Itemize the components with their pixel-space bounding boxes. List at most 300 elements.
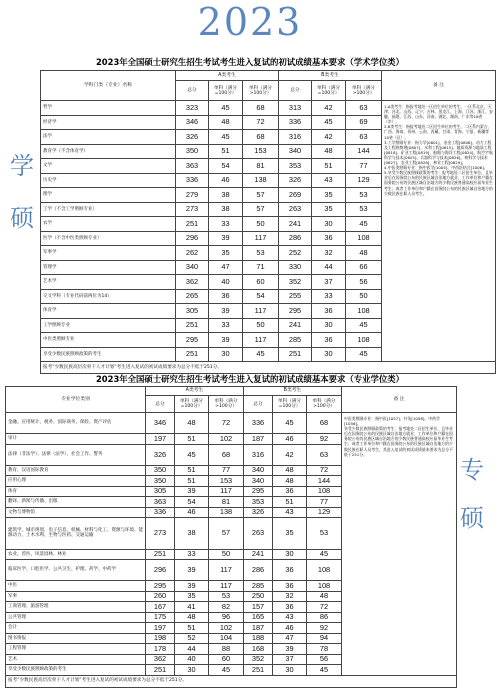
header-zone-a: A类考生: [146, 387, 244, 396]
score-zone-a-single-100: 40: [175, 654, 209, 665]
score-zone-b-single-100: 46: [273, 623, 307, 634]
subject-name: 哲学: [41, 101, 176, 116]
score-zone-b-total: 263: [244, 518, 273, 550]
score-zone-a-single-100: 51: [175, 476, 209, 487]
score-zone-a-total: 251: [176, 217, 209, 232]
score-zone-b-total: 352: [279, 275, 312, 290]
score-zone-b-total: 340: [279, 144, 312, 159]
score-zone-b-total: 326: [279, 173, 312, 188]
score-zone-b-single-gt100: 108: [307, 560, 342, 581]
score-zone-b-total: 255: [279, 289, 312, 304]
score-zone-b-single-100: 48: [312, 144, 346, 159]
subject-name: 体育: [6, 486, 146, 497]
header-single-100: 单科（满分=100分）: [273, 396, 307, 413]
header-single-100: 单科（满分=100分）: [175, 396, 209, 413]
score-zone-a-single-gt100: 153: [243, 144, 279, 159]
subject-name: 军事: [6, 591, 146, 602]
score-zone-b-single-gt100: 63: [307, 444, 342, 465]
subject-name: 法学: [41, 130, 176, 145]
score-zone-b-single-100: 36: [312, 231, 346, 246]
score-zone-a-single-gt100: 68: [243, 101, 279, 116]
year-heading: 2023: [197, 0, 303, 44]
score-zone-a-single-100: 39: [209, 333, 243, 348]
footnote-row: [41, 362, 496, 374]
score-zone-b-total: 241: [279, 318, 312, 333]
subject-name: 审计: [6, 434, 146, 445]
score-zone-b-single-gt100: 63: [346, 101, 382, 116]
score-zone-b-single-gt100: 144: [346, 144, 382, 159]
subject-name: 工程管理: [6, 644, 146, 655]
subject-name: 文学: [41, 159, 176, 174]
score-zone-a-total: 336: [146, 507, 175, 518]
score-zone-b-single-100: 43: [312, 173, 346, 188]
score-zone-b-single-100: 32: [312, 246, 346, 261]
score-zone-a-total: 323: [176, 101, 209, 116]
score-zone-a-total: 273: [146, 518, 175, 550]
score-zone-b-single-100: 48: [273, 476, 307, 487]
score-zone-a-single-gt100: 81: [209, 497, 244, 508]
score-zone-a-single-gt100: 88: [209, 644, 244, 655]
score-zone-b-total: 263: [279, 202, 312, 217]
score-zone-b-single-100: 32: [273, 591, 307, 602]
score-zone-a-single-gt100: 117: [243, 231, 279, 246]
header-single-100: 单科（满分=100分）: [209, 81, 243, 101]
score-zone-a-single-gt100: 57: [209, 518, 244, 550]
score-zone-a-total: 296: [146, 560, 175, 581]
score-zone-a-single-100: 41: [175, 602, 209, 613]
score-zone-a-total: 295: [176, 333, 209, 348]
score-zone-b-total: 165: [244, 612, 273, 623]
score-zone-a-single-100: 51: [175, 434, 209, 445]
remark-text: 中医类照顾专业：指中医[1057]、针灸[1058]、中药学[1056]。 享受少数民族照顾政策的考生：报考地处二区招生单位，且毕业后在国务院公布的民族区域自治地方就业，工作单位和户籍在国务院公布的民族区域自治地方的少数民族普通高校应届毕业生考生；或者工作单位和户籍在国务院公布的民族区域自治地方的少数民族在职人员考生，其进入复试的初试成绩基本要求为总分不低于251分。: [344, 416, 453, 457]
score-zone-a-single-gt100: 45: [243, 347, 279, 362]
score-zone-b-single-100: 37: [312, 275, 346, 290]
score-zone-b-single-gt100: 48: [307, 591, 342, 602]
subject-name: 工商管理、旅游管理: [6, 602, 146, 613]
subject-name: 管理学: [41, 260, 176, 275]
score-zone-b-total: 316: [244, 444, 273, 465]
subject-name: 农学: [41, 217, 176, 232]
score-zone-b-single-100: 42: [312, 130, 346, 145]
score-zone-b-total: 269: [279, 188, 312, 203]
side-char: 学: [10, 152, 34, 180]
score-zone-a-total: 350: [176, 144, 209, 159]
score-zone-b-total: 340: [244, 465, 273, 476]
score-zone-b-single-100: 36: [273, 602, 307, 613]
score-zone-b-single-gt100: 129: [346, 173, 382, 188]
subject-name: 教育、汉语国际教育: [6, 465, 146, 476]
score-zone-b-total: 352: [244, 654, 273, 665]
score-zone-b-single-gt100: 72: [307, 465, 342, 476]
score-zone-a-single-100: 48: [175, 612, 209, 623]
score-zone-a-single-gt100: 50: [243, 217, 279, 232]
score-zone-b-single-100: 45: [273, 413, 307, 434]
score-zone-b-single-gt100: 108: [346, 304, 382, 319]
score-zone-a-single-gt100: 68: [243, 130, 279, 145]
score-zone-b-single-gt100: 48: [346, 246, 382, 261]
score-zone-a-single-100: 35: [175, 591, 209, 602]
score-zone-b-total: 316: [279, 130, 312, 145]
score-zone-a-total: 362: [176, 275, 209, 290]
subject-name: 临床医学、口腔医学、公共卫生、护理、药学、中药学: [6, 560, 146, 581]
score-zone-a-single-100: 46: [175, 507, 209, 518]
header-total: 总分: [146, 396, 175, 413]
score-zone-a-single-100: 44: [175, 644, 209, 655]
score-zone-b-single-100: 51: [312, 159, 346, 174]
academic-score-table: [40, 70, 496, 374]
score-zone-b-single-100: 30: [312, 217, 346, 232]
score-zone-b-total: 241: [279, 217, 312, 232]
score-zone-a-single-100: 54: [209, 159, 243, 174]
score-zone-a-total: 305: [176, 304, 209, 319]
score-zone-a-total: 197: [146, 434, 175, 445]
subject-name: 享受少数民族照顾政策的考生: [41, 347, 176, 362]
remark-text: 1.A类考生：指报考地处一区招生单位的考生。一区系北京、天津、河北、山西、辽宁、吉林、黑龙江、上海、江苏、浙江、安徽、福建、江西、山东、河南、湖北、湖南、广东等18省（市）。 2.B类考生：指报考地处二区招生单位的考生。二区系内蒙古、广西、海南、贵州、云南、西藏、甘肃、青海、宁夏、新疆等10省（区）。 3.工学照顾专业：指力学[0801]、冶金工程[0806]、动力工程及工程热物理[0807]、水利工程[0815]、地质资源与地质工程[0818]、矿业工程[0819]、船舶与海洋工程[0824]、航空宇航科学与技术[0825]、兵器科学与技术[0826]、核科学与技术[0827]、农业工程[0828]、林业工程[0829]。 4.中医类照顾专业：指中医学[1005]、中西医结合[1006]。 5.享受少数民族照顾政策的考生：报考地处二区招生单位，且毕业后在国务院公布的民族区域自治地方就业，工作单位和户籍在国务院公布的民族区域自治地方的少数民族普通高校应届毕业生考生；或者工作单位和户籍在国务院公布的民族区域自治地方的少数民族在职人员考生。: [384, 104, 493, 196]
side-char: 硕: [460, 504, 484, 532]
header-zone-b: B类考生: [279, 71, 382, 81]
score-zone-b-single-100: 35: [312, 202, 346, 217]
score-zone-a-single-100: 51: [209, 144, 243, 159]
professional-score-table: [5, 386, 457, 688]
score-zone-a-single-100: 46: [209, 173, 243, 188]
score-zone-a-total: 350: [146, 465, 175, 476]
side-label-professional: [460, 456, 484, 532]
score-zone-a-total: 260: [146, 591, 175, 602]
header-zone-b: B类考生: [244, 387, 342, 396]
score-zone-a-single-gt100: 117: [209, 560, 244, 581]
side-label-academic: [10, 152, 34, 232]
header-single-gt100: 单科（满分>100分）: [243, 81, 279, 101]
score-zone-a-single-gt100: 117: [209, 581, 244, 592]
score-zone-a-single-gt100: 60: [243, 275, 279, 290]
score-zone-a-single-gt100: 77: [209, 465, 244, 476]
score-zone-a-single-100: 38: [175, 518, 209, 550]
score-zone-a-total: 178: [146, 644, 175, 655]
score-zone-a-total: 326: [146, 444, 175, 465]
header-subject: 专业学位类别: [6, 387, 146, 413]
score-zone-b-total: 330: [279, 260, 312, 275]
score-zone-a-total: 251: [176, 318, 209, 333]
subject-name: 理学: [41, 188, 176, 203]
subject-name: 图书情报: [6, 633, 146, 644]
score-zone-b-single-gt100: 53: [346, 202, 382, 217]
score-zone-b-single-100: 36: [273, 581, 307, 592]
subject-name: 教育学（不含体育学）: [41, 144, 176, 159]
score-zone-a-single-gt100: 53: [243, 246, 279, 261]
score-zone-b-single-100: 44: [312, 260, 346, 275]
score-zone-a-single-gt100: 57: [243, 202, 279, 217]
score-zone-b-single-gt100: 50: [346, 289, 382, 304]
score-zone-a-single-100: 30: [209, 347, 243, 362]
score-zone-a-total: 273: [176, 202, 209, 217]
score-zone-a-total: 175: [146, 612, 175, 623]
score-zone-b-single-gt100: 86: [307, 612, 342, 623]
score-zone-a-total: 251: [146, 665, 175, 676]
score-zone-a-single-gt100: 104: [209, 633, 244, 644]
score-zone-a-total: 262: [176, 246, 209, 261]
score-zone-a-single-100: 38: [209, 188, 243, 203]
header-single-gt100: 单科（满分>100分）: [209, 396, 244, 413]
score-zone-a-total: 296: [176, 231, 209, 246]
score-zone-b-total: 340: [244, 476, 273, 487]
score-zone-b-single-gt100: 45: [307, 665, 342, 676]
score-zone-b-single-100: 42: [273, 444, 307, 465]
score-zone-a-single-gt100: 117: [243, 304, 279, 319]
score-zone-b-total: 285: [279, 333, 312, 348]
score-zone-a-single-gt100: 60: [209, 654, 244, 665]
footnote: 报考“少数民族高层次骨干人才计划”考生进入复试的初试成绩要求为总分不低于251分。: [6, 675, 457, 687]
score-zone-a-single-gt100: 53: [209, 591, 244, 602]
score-zone-b-single-100: 43: [273, 507, 307, 518]
score-zone-a-single-gt100: 153: [209, 476, 244, 487]
score-zone-b-single-gt100: 56: [307, 654, 342, 665]
score-zone-a-single-gt100: 72: [209, 413, 244, 434]
score-zone-a-single-gt100: 102: [209, 623, 244, 634]
score-zone-b-single-gt100: 129: [307, 507, 342, 518]
score-zone-a-single-100: 52: [175, 633, 209, 644]
score-zone-b-total: 326: [244, 507, 273, 518]
score-zone-b-single-100: 30: [312, 347, 346, 362]
score-zone-a-single-100: 33: [209, 217, 243, 232]
score-zone-b-single-gt100: 45: [346, 347, 382, 362]
score-zone-b-single-100: 47: [273, 633, 307, 644]
academic-title: 2023年全国硕士研究生招生考试考生进入复试的初试成绩基本要求（学术学位类）: [95, 57, 405, 67]
score-zone-a-single-gt100: 50: [209, 549, 244, 560]
subject-name: 体育学: [41, 304, 176, 319]
subject-name: 交叉学科（专业代码前两位为14）: [41, 289, 176, 304]
footnote-row: [6, 675, 457, 687]
score-zone-b-single-100: 36: [312, 333, 346, 348]
score-zone-a-single-100: 40: [209, 275, 243, 290]
score-zone-a-total: 295: [146, 581, 175, 592]
score-zone-a-single-gt100: 138: [209, 507, 244, 518]
subject-name: 中医类照顾专业: [41, 333, 176, 348]
score-zone-b-single-gt100: 69: [346, 115, 382, 130]
score-zone-b-total: 188: [244, 633, 273, 644]
score-zone-b-total: 187: [244, 434, 273, 445]
remark-cell: [342, 413, 457, 676]
score-zone-a-total: 340: [176, 260, 209, 275]
score-zone-b-total: 286: [279, 231, 312, 246]
score-zone-a-single-100: 30: [175, 665, 209, 676]
score-zone-a-single-gt100: 54: [243, 289, 279, 304]
score-zone-a-total: 346: [146, 413, 175, 434]
score-zone-a-total: 336: [176, 173, 209, 188]
score-zone-b-total: 252: [279, 246, 312, 261]
score-zone-a-single-100: 39: [209, 231, 243, 246]
subject-name: 农业、兽医、风景园林、林业: [6, 549, 146, 560]
score-zone-a-single-gt100: 96: [209, 612, 244, 623]
score-zone-b-total: 295: [244, 486, 273, 497]
score-zone-a-single-100: 39: [175, 560, 209, 581]
score-zone-a-single-100: 39: [209, 304, 243, 319]
score-zone-a-single-100: 54: [175, 497, 209, 508]
score-zone-a-single-gt100: 102: [209, 434, 244, 445]
score-zone-b-total: 353: [244, 497, 273, 508]
table-row: [41, 101, 496, 116]
score-zone-b-total: 168: [244, 644, 273, 655]
score-zone-b-single-100: 36: [312, 304, 346, 319]
score-zone-b-total: 241: [244, 549, 273, 560]
score-zone-b-single-gt100: 45: [346, 217, 382, 232]
score-zone-b-single-gt100: 77: [346, 159, 382, 174]
score-zone-a-total: 326: [176, 130, 209, 145]
score-zone-b-single-gt100: 66: [346, 260, 382, 275]
subject-name: 享受少数民族照顾政策的考生: [6, 665, 146, 676]
score-zone-a-single-100: 35: [209, 246, 243, 261]
subject-name: 历史学: [41, 173, 176, 188]
score-zone-b-single-gt100: 72: [307, 602, 342, 613]
header-total: 总分: [244, 396, 273, 413]
score-zone-a-single-100: 48: [175, 413, 209, 434]
score-zone-a-single-gt100: 82: [209, 602, 244, 613]
score-zone-b-single-100: 30: [273, 549, 307, 560]
score-zone-b-single-100: 33: [312, 289, 346, 304]
professional-title: 2023年全国硕士研究生招生考试考生进入复试的初试成绩基本要求（专业学位类）: [95, 374, 405, 384]
score-zone-b-total: 336: [279, 115, 312, 130]
footnote: 报考“少数民族高层次骨干人才计划”考生进入复试的初试成绩要求为总分不低于251分。: [41, 362, 496, 374]
score-zone-b-single-100: 36: [273, 486, 307, 497]
score-zone-b-single-gt100: 53: [346, 188, 382, 203]
header-single-gt100: 单科（满分>100分）: [307, 396, 342, 413]
score-zone-b-total: 336: [244, 413, 273, 434]
score-zone-b-single-gt100: 108: [346, 231, 382, 246]
score-zone-b-total: 157: [244, 602, 273, 613]
score-zone-a-single-gt100: 138: [243, 173, 279, 188]
subject-name: 建筑学、城市规划、电子信息、机械、材料与化工、资源与环境、能源动力、土木水利、生物与医药、交通运输: [6, 518, 146, 550]
side-char: 专: [460, 456, 484, 484]
score-zone-a-single-100: 51: [175, 465, 209, 476]
score-zone-a-single-gt100: 68: [209, 444, 244, 465]
score-zone-b-single-100: 51: [273, 497, 307, 508]
table-row: [6, 413, 457, 434]
score-zone-a-single-gt100: 81: [243, 159, 279, 174]
score-zone-b-total: 295: [279, 304, 312, 319]
score-zone-a-total: 363: [176, 159, 209, 174]
score-zone-b-single-100: 45: [312, 115, 346, 130]
side-char: 硕: [10, 204, 34, 232]
score-zone-b-total: 313: [279, 101, 312, 116]
score-zone-b-single-100: 30: [312, 318, 346, 333]
score-zone-b-single-100: 36: [273, 560, 307, 581]
subject-name: 文物与博物馆: [6, 507, 146, 518]
score-zone-b-single-gt100: 144: [307, 476, 342, 487]
score-zone-a-single-gt100: 71: [243, 260, 279, 275]
score-zone-b-total: 187: [244, 623, 273, 634]
subject-name: 应用心理: [6, 476, 146, 487]
score-zone-b-single-gt100: 56: [346, 275, 382, 290]
score-zone-a-total: 346: [176, 115, 209, 130]
score-zone-a-single-gt100: 117: [209, 486, 244, 497]
score-zone-b-total: 353: [279, 159, 312, 174]
score-zone-b-total: 285: [244, 581, 273, 592]
score-zone-b-single-gt100: 108: [307, 581, 342, 592]
score-zone-b-single-100: 42: [312, 101, 346, 116]
score-zone-a-single-gt100: 72: [243, 115, 279, 130]
header-remark: 备 注: [342, 387, 457, 413]
score-zone-a-single-100: 45: [175, 444, 209, 465]
score-zone-a-single-100: 39: [175, 581, 209, 592]
subject-name: 金融、应用统计、税务、国际商务、保险、资产评估: [6, 413, 146, 434]
subject-name: 经济学: [41, 115, 176, 130]
subject-name: 公共管理: [6, 612, 146, 623]
subject-name: 军事学: [41, 246, 176, 261]
score-zone-a-single-gt100: 117: [243, 333, 279, 348]
score-zone-b-single-gt100: 68: [307, 413, 342, 434]
subject-name: 艺术: [6, 654, 146, 665]
subject-name: 会计: [6, 623, 146, 634]
score-zone-b-single-gt100: 63: [346, 130, 382, 145]
score-zone-a-single-100: 45: [209, 130, 243, 145]
score-zone-b-single-gt100: 77: [307, 497, 342, 508]
score-zone-a-total: 305: [146, 486, 175, 497]
subject-name: 艺术学: [41, 275, 176, 290]
score-zone-a-total: 198: [146, 633, 175, 644]
score-zone-a-total: 251: [176, 347, 209, 362]
score-zone-b-single-gt100: 108: [346, 333, 382, 348]
score-zone-a-single-gt100: 45: [209, 665, 244, 676]
score-zone-b-single-100: 48: [273, 465, 307, 476]
header-single-gt100: 单科（满分>100分）: [346, 81, 382, 101]
score-zone-b-total: 251: [279, 347, 312, 362]
score-zone-b-total: 286: [244, 560, 273, 581]
score-zone-a-single-gt100: 57: [243, 188, 279, 203]
score-zone-a-single-100: 45: [209, 101, 243, 116]
score-zone-a-single-100: 33: [175, 549, 209, 560]
score-zone-b-single-100: 35: [273, 518, 307, 550]
score-zone-b-single-100: 46: [273, 434, 307, 445]
score-zone-b-single-gt100: 92: [307, 623, 342, 634]
score-zone-b-single-100: 35: [312, 188, 346, 203]
score-zone-b-single-gt100: 45: [307, 549, 342, 560]
score-zone-a-single-100: 51: [175, 623, 209, 634]
score-zone-a-total: 197: [146, 623, 175, 634]
score-zone-b-single-100: 43: [273, 612, 307, 623]
score-zone-a-total: 362: [146, 654, 175, 665]
score-zone-b-single-gt100: 53: [307, 518, 342, 550]
score-zone-b-single-100: 37: [273, 654, 307, 665]
subject-name: 工学（不含工学照顾专业）: [41, 202, 176, 217]
score-zone-a-single-100: 33: [209, 318, 243, 333]
score-zone-a-total: 350: [146, 476, 175, 487]
score-zone-b-total: 250: [244, 591, 273, 602]
score-zone-a-single-gt100: 50: [243, 318, 279, 333]
score-zone-b-single-gt100: 108: [307, 486, 342, 497]
header-remark: 备 注: [382, 71, 496, 101]
score-zone-b-single-gt100: 45: [346, 318, 382, 333]
subject-name: 翻译、新闻与传播、出版: [6, 497, 146, 508]
score-zone-a-single-100: 48: [209, 115, 243, 130]
score-zone-b-single-gt100: 78: [307, 644, 342, 655]
header-zone-a: A类考生: [176, 71, 279, 81]
score-zone-a-single-100: 36: [209, 289, 243, 304]
subject-name: 中医: [6, 581, 146, 592]
header-total: 总分: [176, 81, 209, 101]
subject-name: 法律（非法学）、法律（法学）、社会工作、警务: [6, 444, 146, 465]
subject-name: 医学（不含中医类照顾专业）: [41, 231, 176, 246]
header-single-100: 单科（满分=100分）: [312, 81, 346, 101]
score-zone-a-single-100: 38: [209, 202, 243, 217]
remark-cell: [382, 101, 496, 362]
score-zone-a-total: 251: [146, 549, 175, 560]
score-zone-a-total: 265: [176, 289, 209, 304]
subject-name: 工学照顾专业: [41, 318, 176, 333]
score-zone-a-single-100: 39: [175, 486, 209, 497]
score-zone-b-single-100: 30: [273, 665, 307, 676]
score-zone-a-single-100: 47: [209, 260, 243, 275]
score-zone-b-total: 251: [244, 665, 273, 676]
score-zone-b-single-100: 39: [273, 644, 307, 655]
